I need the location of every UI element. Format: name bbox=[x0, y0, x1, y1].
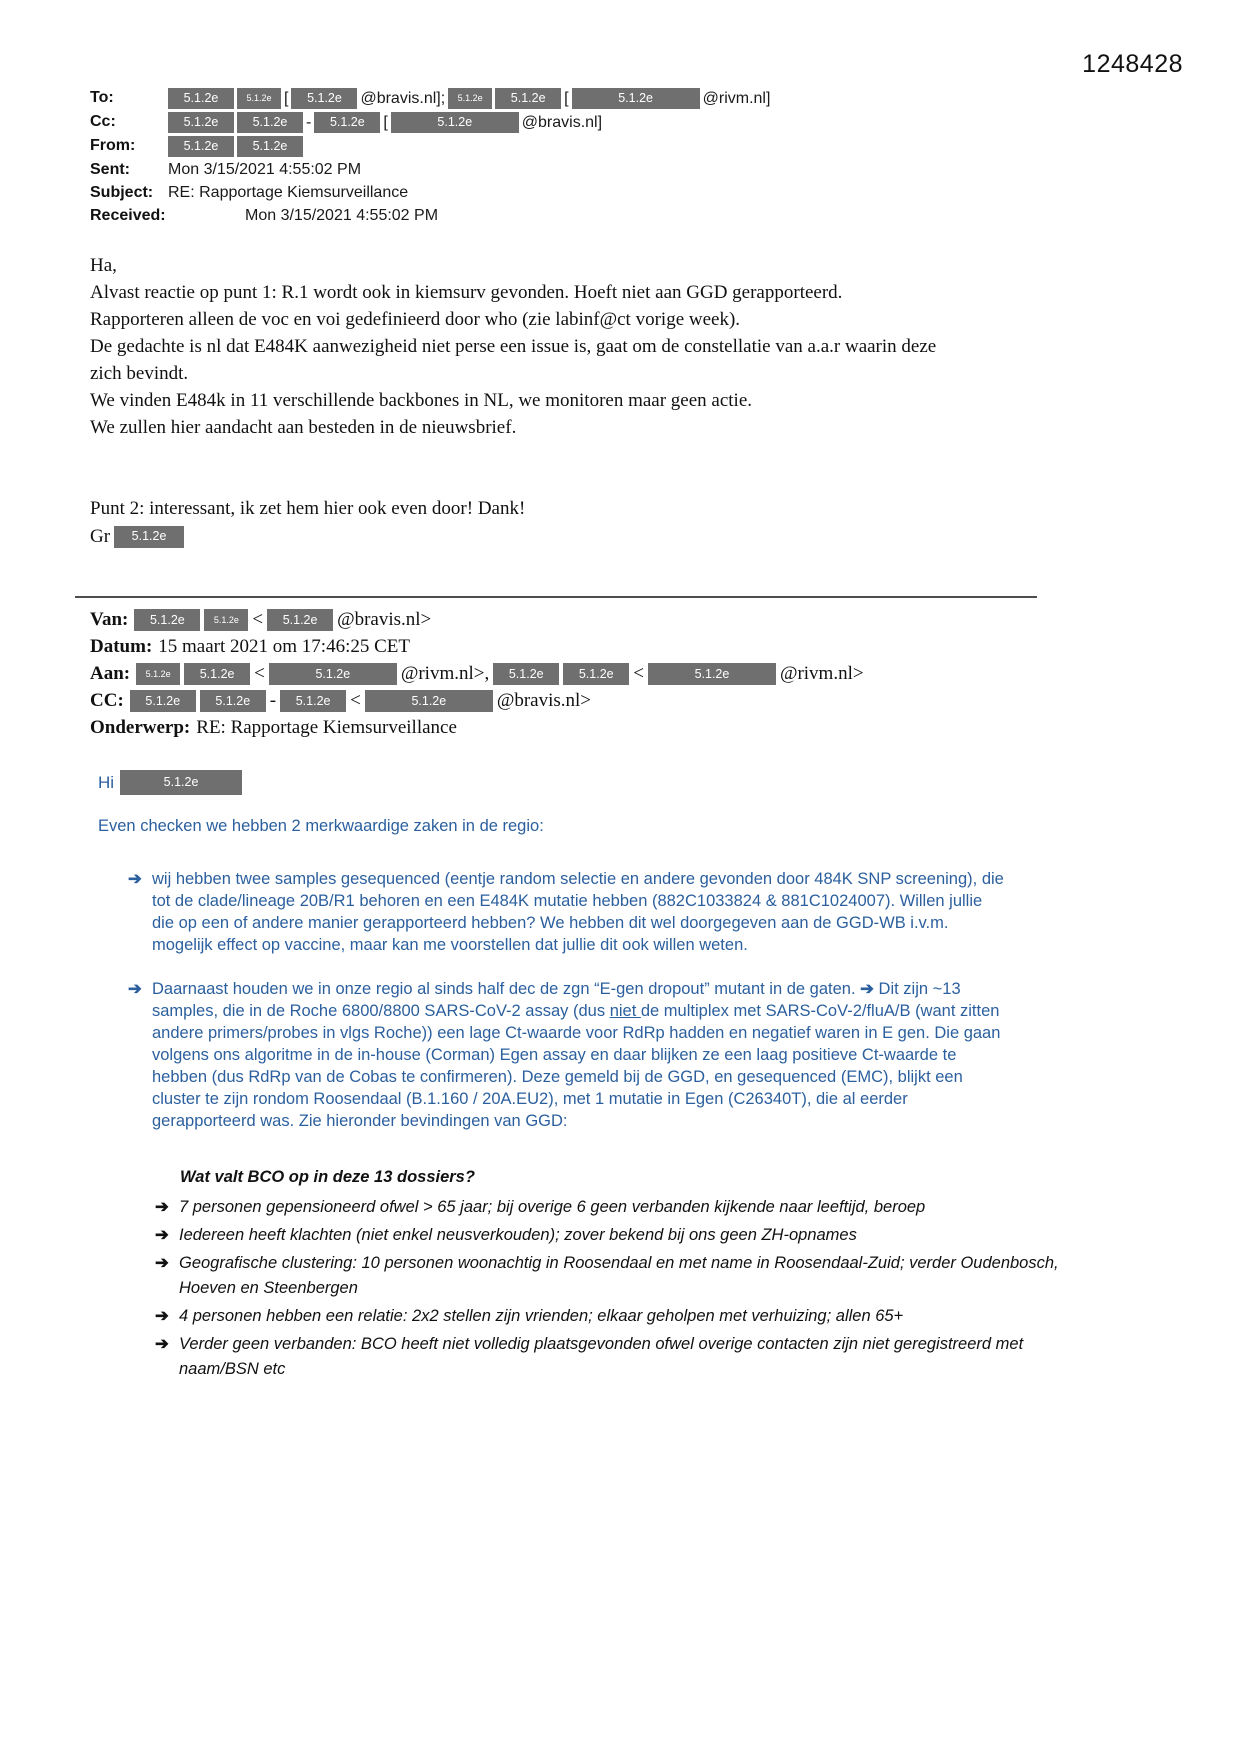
header-label: Datum: bbox=[90, 636, 153, 657]
header-text: [ bbox=[383, 113, 388, 131]
body-line: Punt 2: interessant, ik zet hem hier ook even door! Dank! bbox=[90, 498, 526, 519]
header-value bbox=[168, 136, 303, 157]
findings-heading: Wat valt BCO op in deze 13 dossiers? bbox=[180, 1168, 475, 1186]
header-text: - bbox=[306, 113, 312, 131]
finding-item bbox=[155, 1195, 1105, 1220]
bullet-text bbox=[152, 978, 1008, 1132]
redaction-box: 5.1.2e bbox=[136, 663, 180, 685]
arrow-bullet-icon: ➔ bbox=[155, 1335, 169, 1353]
header-row bbox=[90, 662, 1185, 686]
redaction-box: 5.1.2e bbox=[648, 663, 776, 685]
redaction-box: 5.1.2e bbox=[493, 663, 559, 685]
header-label: To: bbox=[90, 89, 114, 106]
header-text: 15 maart 2021 om 17:46:25 CET bbox=[158, 636, 411, 657]
header-text: < bbox=[252, 609, 264, 630]
inline-arrow-icon: ➔ bbox=[860, 980, 874, 998]
email2-header-block bbox=[90, 608, 1185, 740]
finding-text: Iedereen heeft klachten (niet enkel neusverkouden); zover bekend bij ons geen ZH-opnames bbox=[179, 1226, 857, 1244]
header-text: Mon 3/15/2021 4:55:02 PM bbox=[245, 207, 439, 224]
redaction-box: 5.1.2e bbox=[168, 136, 234, 157]
header-text: [ bbox=[564, 89, 569, 107]
header-row bbox=[90, 112, 1185, 133]
header-row bbox=[90, 88, 1185, 109]
header-value bbox=[168, 112, 602, 133]
findings-bullet-list bbox=[155, 1195, 1105, 1382]
redaction-box: 5.1.2e bbox=[184, 663, 250, 685]
email2-bullet-list bbox=[128, 868, 1008, 1132]
redaction-box: 5.1.2e bbox=[448, 88, 492, 109]
redaction-box: 5.1.2e bbox=[267, 609, 333, 631]
text-segment: de multiplex met SARS-CoV-2/fluA/B (want zitten andere primers/probes in vlgs Roche)) een lage Ct-waarde voor RdRp hadden en negatief waren in E gen. Die gaan volgens ons algoritme in de in-house (Corman) Egen assay en daar blijken ze een laag positieve Ct-waarde te hebben (dus RdRp van de Cobas te confirmeren). Deze gemeld bij de GGD, en gesequenced (EMC), blijkt een cluster te zijn rondom Roosendaal (B.1.160 / 20A.EU2), met 1 mutatie in Egen (C26340T), die al eerder gerapporteerd was. Zie hieronder bevindingen van GGD: bbox=[152, 1002, 1001, 1130]
greeting-text: Hi bbox=[98, 772, 115, 792]
finding-item bbox=[155, 1251, 1105, 1301]
redaction-box: 5.1.2e bbox=[168, 88, 234, 109]
finding-item bbox=[155, 1332, 1105, 1382]
arrow-bullet-icon: ➔ bbox=[155, 1307, 169, 1325]
bullet-item bbox=[128, 978, 1008, 1132]
header-row bbox=[90, 206, 1185, 226]
ggd-findings-section bbox=[90, 1168, 1185, 1382]
header-label: Sent: bbox=[90, 161, 130, 178]
redaction-box: 5.1.2e bbox=[314, 112, 380, 133]
header-label: Cc: bbox=[90, 113, 116, 130]
redaction-box: 5.1.2e bbox=[495, 88, 561, 109]
redaction-box: 5.1.2e bbox=[291, 88, 357, 109]
arrow-bullet-icon: ➔ bbox=[128, 870, 142, 888]
header-row bbox=[90, 136, 1185, 157]
header-text: @rivm.nl] bbox=[702, 89, 771, 107]
email1-closing-line bbox=[90, 523, 970, 550]
header-text: < bbox=[633, 663, 644, 684]
finding-item bbox=[155, 1304, 1105, 1329]
header-row bbox=[90, 689, 1185, 713]
header-row bbox=[90, 608, 1185, 632]
finding-text: Geografische clustering: 10 personen woonachtig in Roosendaal en met name in Roosendaal-Zuid; verder Oudenbosch, Hoeven en Steenbergen bbox=[179, 1254, 1059, 1297]
arrow-bullet-icon: ➔ bbox=[155, 1226, 169, 1244]
redaction-box: 5.1.2e bbox=[237, 136, 303, 157]
redaction-box: 5.1.2e bbox=[134, 609, 200, 631]
email2-greeting bbox=[98, 770, 1185, 795]
finding-text: 7 personen gepensioneerd ofwel > 65 jaar; bij overige 6 geen verbanden kijkende naar leeftijd, beroep bbox=[179, 1198, 926, 1216]
finding-item bbox=[155, 1223, 1105, 1248]
header-text: @rivm.nl>, bbox=[400, 663, 490, 684]
body-line: We vinden E484k in 11 verschillende backbones in NL, we monitoren maar geen actie. bbox=[90, 390, 753, 411]
email1-body bbox=[90, 252, 970, 522]
redaction-box: 5.1.2e bbox=[391, 112, 519, 133]
header-row bbox=[90, 716, 1185, 740]
header-row bbox=[90, 160, 1185, 180]
redaction-box: 5.1.2e bbox=[563, 663, 629, 685]
header-text: - bbox=[269, 690, 277, 711]
header-label: Aan: bbox=[90, 663, 131, 684]
redaction-box: 5.1.2e bbox=[120, 770, 242, 795]
header-label: Onderwerp: bbox=[90, 717, 191, 738]
body-line: Alvast reactie op punt 1: R.1 wordt ook in kiemsurv gevonden. Hoeft niet aan GGD gerapporteerd. bbox=[90, 282, 843, 303]
body-line: We zullen hier aandacht aan besteden in de nieuwsbrief. bbox=[90, 417, 517, 438]
email2-intro: Even checken we hebben 2 merkwaardige zaken in de regio: bbox=[98, 817, 544, 835]
header-text: RE: Rapportage Kiemsurveillance bbox=[168, 184, 409, 201]
email1-header-block bbox=[90, 88, 1185, 226]
header-value bbox=[168, 160, 361, 180]
arrow-bullet-icon: ➔ bbox=[128, 980, 142, 998]
arrow-bullet-icon: ➔ bbox=[155, 1198, 169, 1216]
header-label: Received: bbox=[90, 207, 166, 224]
header-text: @bravis.nl> bbox=[337, 609, 432, 630]
finding-text: Verder geen verbanden: BCO heeft niet volledig plaatsgevonden ofwel overige contacten zijn niet geregistreerd met naam/BSN etc bbox=[179, 1335, 1024, 1378]
body-line: Rapporteren alleen de voc en voi gedefinieerd door who (zie labinf@ct vorige week). bbox=[90, 309, 741, 330]
body-line: De gedachte is nl dat E484K aanwezigheid niet perse een issue is, gaat om de constellatie van a.a.r waarin deze zich bevindt. bbox=[90, 336, 937, 384]
bullet-text bbox=[152, 868, 1008, 956]
redaction-box: 5.1.2e bbox=[204, 609, 248, 631]
redaction-box: 5.1.2e bbox=[130, 690, 196, 712]
redaction-box: 5.1.2e bbox=[280, 690, 346, 712]
header-value bbox=[168, 183, 408, 203]
header-label: From: bbox=[90, 137, 136, 154]
redaction-box: 5.1.2e bbox=[237, 112, 303, 133]
header-text: @bravis.nl]; bbox=[360, 89, 446, 107]
header-text: @rivm.nl> bbox=[779, 663, 864, 684]
body-line bbox=[90, 441, 970, 468]
bullet-item bbox=[128, 868, 1008, 956]
header-value bbox=[168, 88, 770, 109]
header-row bbox=[90, 183, 1185, 203]
header-text: Mon 3/15/2021 4:55:02 PM bbox=[168, 161, 362, 178]
text-segment: Dit zijn ~13 samples, die in de Roche 6800/8800 SARS-CoV-2 assay (dus bbox=[152, 980, 961, 1020]
body-line bbox=[90, 468, 970, 495]
header-text: < bbox=[254, 663, 265, 684]
header-value bbox=[168, 206, 438, 226]
header-label: Subject: bbox=[90, 184, 154, 201]
header-text: @bravis.nl] bbox=[521, 113, 603, 131]
finding-text: 4 personen hebben een relatie: 2x2 stellen zijn vrienden; elkaar geholpen met verhuizing; allen 65+ bbox=[179, 1307, 904, 1325]
body-line: Ha, bbox=[90, 255, 117, 276]
spacer bbox=[168, 216, 242, 217]
redaction-box: 5.1.2e bbox=[168, 112, 234, 133]
arrow-bullet-icon: ➔ bbox=[155, 1254, 169, 1272]
text-segment: wij hebben twee samples gesequenced (eentje random selectie en andere gevonden door 484K SNP screening), die tot de clade/lineage 20B/R1 behoren en een E484K mutatie hebben (882C1033824 & 881C1024007). Willen jullie die op een of andere manier gerapporteerd hebben? We hebben dit wel doorgegeven aan de GGD-WB i.v.m. mogelijk effect op vaccine, maar kan me voorstellen dat jullie dit ook willen weten. bbox=[152, 870, 1004, 954]
header-label: CC: bbox=[90, 690, 124, 711]
text-segment: niet bbox=[609, 1002, 641, 1020]
redaction-box: 5.1.2e bbox=[572, 88, 700, 109]
redaction-box: 5.1.2e bbox=[200, 690, 266, 712]
header-text: [ bbox=[284, 89, 289, 107]
redaction-box: 5.1.2e bbox=[269, 663, 397, 685]
header-label: Van: bbox=[90, 609, 129, 630]
redaction-box: 5.1.2e bbox=[114, 526, 184, 548]
text-segment: Daarnaast houden we in onze regio al sinds half dec de zgn “E-gen dropout” mutant in de gaten. bbox=[152, 980, 861, 998]
header-row bbox=[90, 635, 1185, 659]
header-text: < bbox=[350, 690, 361, 711]
doc-number: 1248428 bbox=[1082, 50, 1183, 78]
header-text: @bravis.nl> bbox=[496, 690, 592, 711]
header-text: RE: Rapportage Kiemsurveillance bbox=[196, 717, 457, 738]
closing-text: Gr bbox=[90, 526, 111, 547]
redaction-box: 5.1.2e bbox=[237, 88, 281, 109]
email-divider bbox=[75, 596, 1037, 598]
redaction-box: 5.1.2e bbox=[365, 690, 493, 712]
